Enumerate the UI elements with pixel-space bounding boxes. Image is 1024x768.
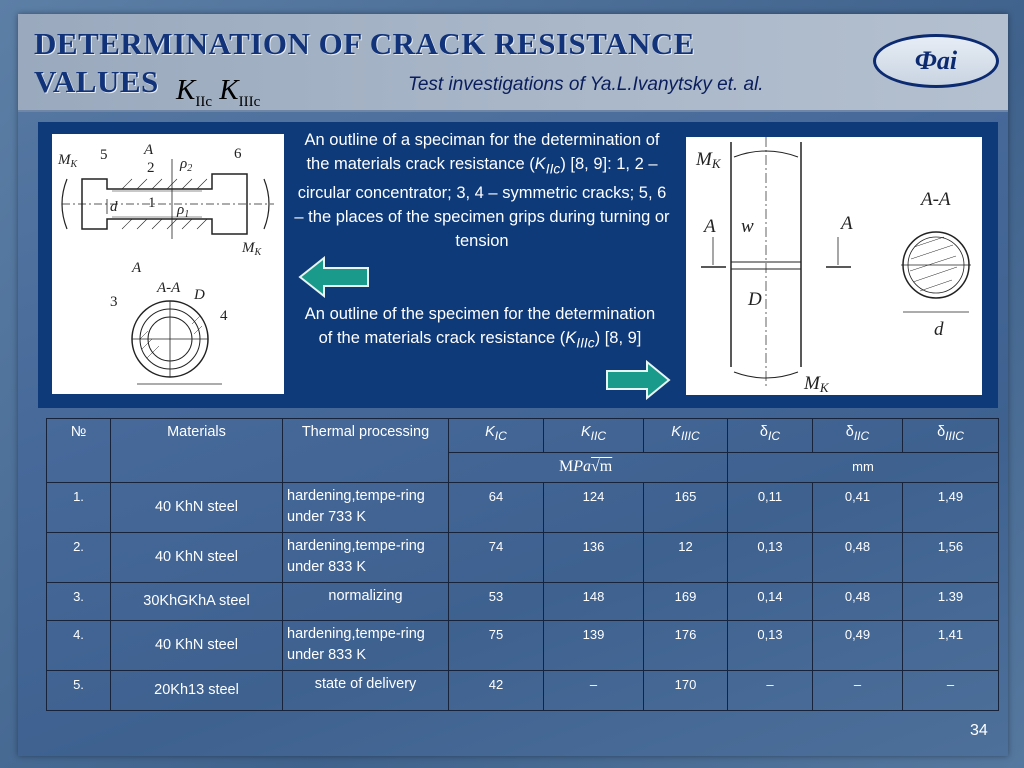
cell-kic: 42 (449, 671, 544, 711)
cell-material: 30KhGKhA steel (111, 583, 283, 621)
title-line-1: DETERMINATION OF CRACK RESISTANCE (34, 26, 695, 61)
cell-material: 40 KhN steel (111, 621, 283, 671)
cell-kic: 74 (449, 533, 544, 583)
svg-text:4: 4 (220, 308, 228, 324)
cell-material: 20Kh13 steel (111, 671, 283, 711)
cell-kiiic: 12 (644, 533, 728, 583)
svg-text:2: 2 (147, 160, 155, 176)
subtitle: Test investigations of Ya.L.Ivanytsky et. al. (408, 74, 764, 95)
slide-header (18, 14, 1008, 112)
header-kic: $K_{IC}$ (449, 419, 544, 453)
cell-thermal: state of delivery (283, 671, 449, 711)
table-row (47, 583, 999, 621)
table-header-row (47, 419, 999, 453)
crack-resistance-table (46, 418, 999, 711)
cell-num: 1. (47, 483, 111, 533)
arrow-left-icon (298, 256, 370, 298)
svg-text:ρ2: $\rho_2$ (180, 156, 193, 174)
cell-thermal: hardening,tempe-ring under 733 K (283, 483, 449, 533)
cell-kiic: – (544, 671, 644, 711)
header-thermal: Thermal processing (283, 419, 449, 483)
units-length: mm (728, 453, 999, 483)
cell-dic: 0,13 (728, 621, 813, 671)
svg-text:A: A (144, 142, 154, 158)
cell-diic: 0,49 (813, 621, 903, 671)
svg-text:ρ1: $\rho_1$ (177, 202, 190, 220)
header-materials: Materials (111, 419, 283, 483)
svg-text:d: d (110, 199, 118, 215)
svg-text:MK: MK (696, 149, 721, 171)
cell-diiic: 1,41 (903, 621, 999, 671)
cell-material: 40 KhN steel (111, 533, 283, 583)
svg-text:MK: $M_K$ (242, 240, 262, 258)
svg-text:MK: MK (804, 373, 829, 395)
cell-diiic: 1,49 (903, 483, 999, 533)
title-line-2: VALUES (34, 64, 159, 99)
header-diic: $\delta_{IIC}$ (813, 419, 903, 453)
cell-kiic: 139 (544, 621, 644, 671)
cell-kic: 53 (449, 583, 544, 621)
k-values-formula: $K_{IIc}$ $K_{IIIc}$ (176, 74, 261, 110)
cell-diic: 0,48 (813, 583, 903, 621)
cell-diiic: – (903, 671, 999, 711)
cell-num: 5. (47, 671, 111, 711)
table-row (47, 483, 999, 533)
svg-text:A: A (841, 213, 853, 234)
description-kiiic: An outline of the specimen for the determination of the materials crack resistance $(K_{IIIc})$ [8, 9] (304, 305, 656, 351)
cell-kiiic: 165 (644, 483, 728, 533)
page-number: 34 (970, 722, 988, 739)
svg-text:w: w (741, 216, 754, 237)
header-num: № (47, 419, 111, 483)
cell-num: 2. (47, 533, 111, 583)
cell-diiic: 1.39 (903, 583, 999, 621)
cell-diic: 0,41 (813, 483, 903, 533)
table-row (47, 671, 999, 711)
svg-text:6: 6 (234, 146, 242, 162)
cell-thermal: normalizing (283, 583, 449, 621)
svg-text:d: d (934, 319, 944, 340)
cell-kiiic: 170 (644, 671, 728, 711)
cell-thermal: hardening,tempe-ring under 833 K (283, 533, 449, 583)
cell-kiic: 148 (544, 583, 644, 621)
svg-text:1: 1 (148, 195, 156, 211)
arrow-right-icon (605, 360, 671, 400)
table-row (47, 533, 999, 583)
cell-thermal: hardening,tempe-ring under 833 K (283, 621, 449, 671)
svg-text:3: 3 (110, 294, 118, 310)
svg-text:A-A: A-A (157, 280, 181, 296)
header-diiic: $\delta_{IIIC}$ (903, 419, 999, 453)
svg-text:A: A (704, 216, 716, 237)
cell-diic: – (813, 671, 903, 711)
logo: Фаі (873, 34, 999, 88)
cell-kiiic: 176 (644, 621, 728, 671)
cell-kiiic: 169 (644, 583, 728, 621)
description-kiic: An outline of a speciman for the determination of the materials crack resistance $(K_{IIc})$ [8, 9]: 1, 2 – circular concentrator; 3, 4 – symmetric cracks; 5, 6 – the places of the specimen grips during turning or tension (294, 131, 670, 251)
specimen-kiiic-figure (686, 137, 982, 395)
svg-text:A-A: A-A (921, 189, 951, 210)
cell-kiic: 124 (544, 483, 644, 533)
cell-dic: 0,14 (728, 583, 813, 621)
svg-text:D: D (748, 289, 762, 310)
table-row (47, 621, 999, 671)
cell-diiic: 1,56 (903, 533, 999, 583)
svg-text:A: A (132, 260, 142, 276)
cell-num: 4. (47, 621, 111, 671)
specimen-kiic-figure (52, 134, 284, 394)
svg-text:5: 5 (100, 147, 108, 163)
cell-diic: 0,48 (813, 533, 903, 583)
cell-kiic: 136 (544, 533, 644, 583)
svg-text:D: D (194, 287, 205, 303)
cell-dic: 0,11 (728, 483, 813, 533)
header-dic: $\delta_{IC}$ (728, 419, 813, 453)
cell-kic: 64 (449, 483, 544, 533)
units-stress: MPa√m (449, 453, 728, 483)
header-kiic: $K_{IIC}$ (544, 419, 644, 453)
cell-kic: 75 (449, 621, 544, 671)
svg-text:MK: $M_K$ (58, 152, 78, 170)
cell-num: 3. (47, 583, 111, 621)
cell-dic: 0,13 (728, 533, 813, 583)
header-kiiic: $K_{IIIC}$ (644, 419, 728, 453)
cell-dic: – (728, 671, 813, 711)
cell-material: 40 KhN steel (111, 483, 283, 533)
